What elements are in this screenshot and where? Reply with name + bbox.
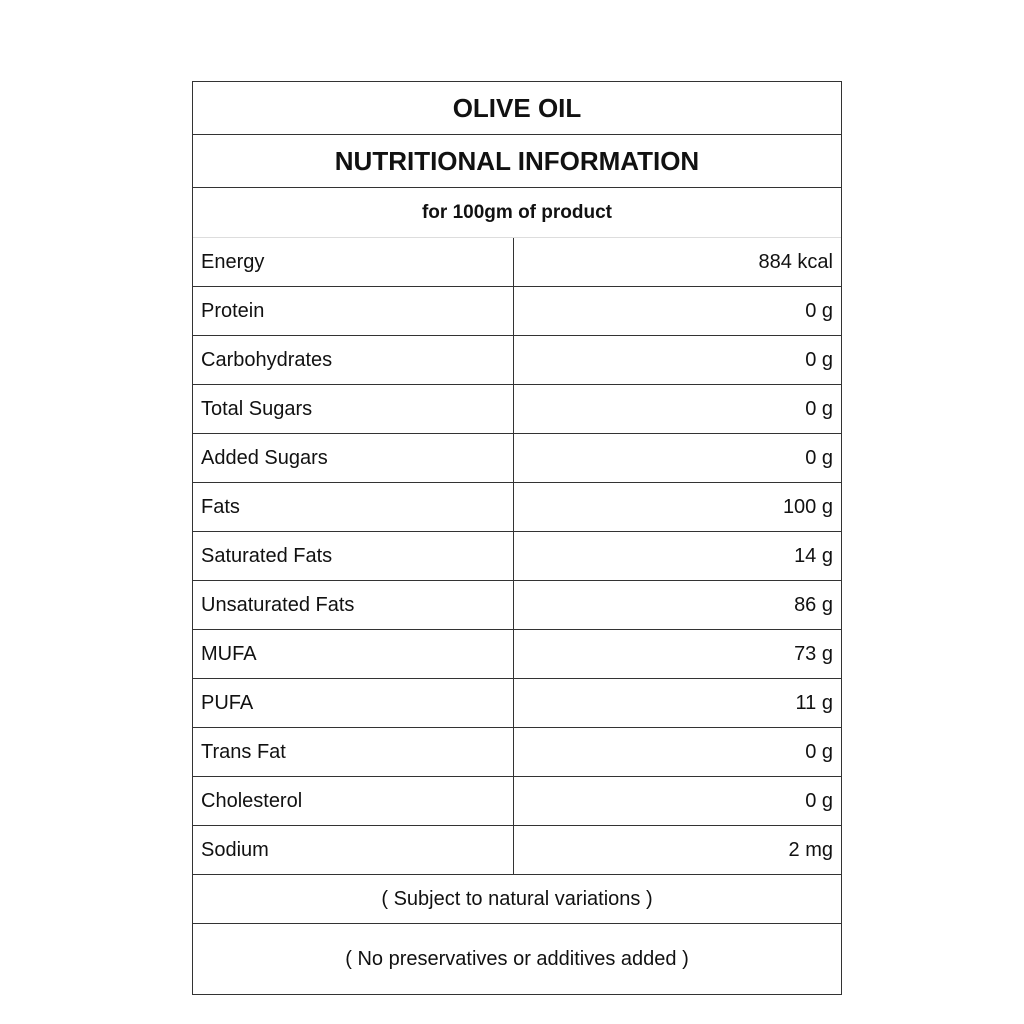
nutrient-name: Carbohydrates — [193, 336, 514, 384]
nutrient-value: 0 g — [805, 446, 833, 469]
nutrition-label — [192, 81, 842, 995]
nutrient-value: 2 mg — [788, 838, 833, 861]
product-name: OLIVE OIL — [193, 82, 841, 135]
nutrient-value: 100 g — [782, 495, 833, 518]
nutrient-value: 884 kcal — [758, 250, 833, 273]
nutrient-name: Cholesterol — [193, 777, 514, 825]
nutrient-value: 0 g — [805, 740, 833, 763]
nutrient-name: Total Sugars — [193, 385, 514, 433]
nutrient-value: 14 g — [794, 544, 833, 567]
nutrient-value: 0 g — [805, 397, 833, 420]
nutrient-name: Unsaturated Fats — [193, 581, 514, 629]
nutrient-name: Saturated Fats — [193, 532, 514, 580]
nutrient-row-sodium — [193, 826, 841, 875]
nutrient-row-saturated-fats — [193, 532, 841, 581]
nutrient-name: Trans Fat — [193, 728, 514, 776]
nutrient-row-added-sugars — [193, 434, 841, 483]
nutrient-value: 86 g — [794, 593, 833, 616]
nutrient-value: 0 g — [805, 789, 833, 812]
nutrient-name: Fats — [193, 483, 514, 531]
nutrient-row-energy — [193, 238, 841, 287]
nutrient-name: Sodium — [193, 826, 514, 874]
nutrient-value: 0 g — [805, 299, 833, 322]
nutrient-value: 73 g — [794, 642, 833, 665]
nutrient-row-cholesterol — [193, 777, 841, 826]
serving-basis: for 100gm of product — [193, 188, 841, 238]
nutrient-table — [193, 238, 841, 875]
nutrient-name: Added Sugars — [193, 434, 514, 482]
preservatives-note: ( No preservatives or additives added ) — [345, 947, 689, 970]
nutrient-row-carbohydrates — [193, 336, 841, 385]
nutrient-row-pufa — [193, 679, 841, 728]
nutrient-row-total-sugars — [193, 385, 841, 434]
nutrient-name: Energy — [193, 238, 514, 286]
nutrition-heading: NUTRITIONAL INFORMATION — [193, 135, 841, 188]
nutrient-row-trans-fat — [193, 728, 841, 777]
nutrient-row-fats — [193, 483, 841, 532]
nutrient-value: 0 g — [805, 348, 833, 371]
nutrient-value: 11 g — [795, 691, 833, 714]
nutrient-row-mufa — [193, 630, 841, 679]
nutrient-row-unsaturated-fats — [193, 581, 841, 630]
nutrient-name: PUFA — [193, 679, 514, 727]
variations-note: ( Subject to natural variations ) — [193, 875, 841, 924]
nutrient-name: MUFA — [193, 630, 514, 678]
nutrient-name: Protein — [193, 287, 514, 335]
nutrient-row-protein — [193, 287, 841, 336]
